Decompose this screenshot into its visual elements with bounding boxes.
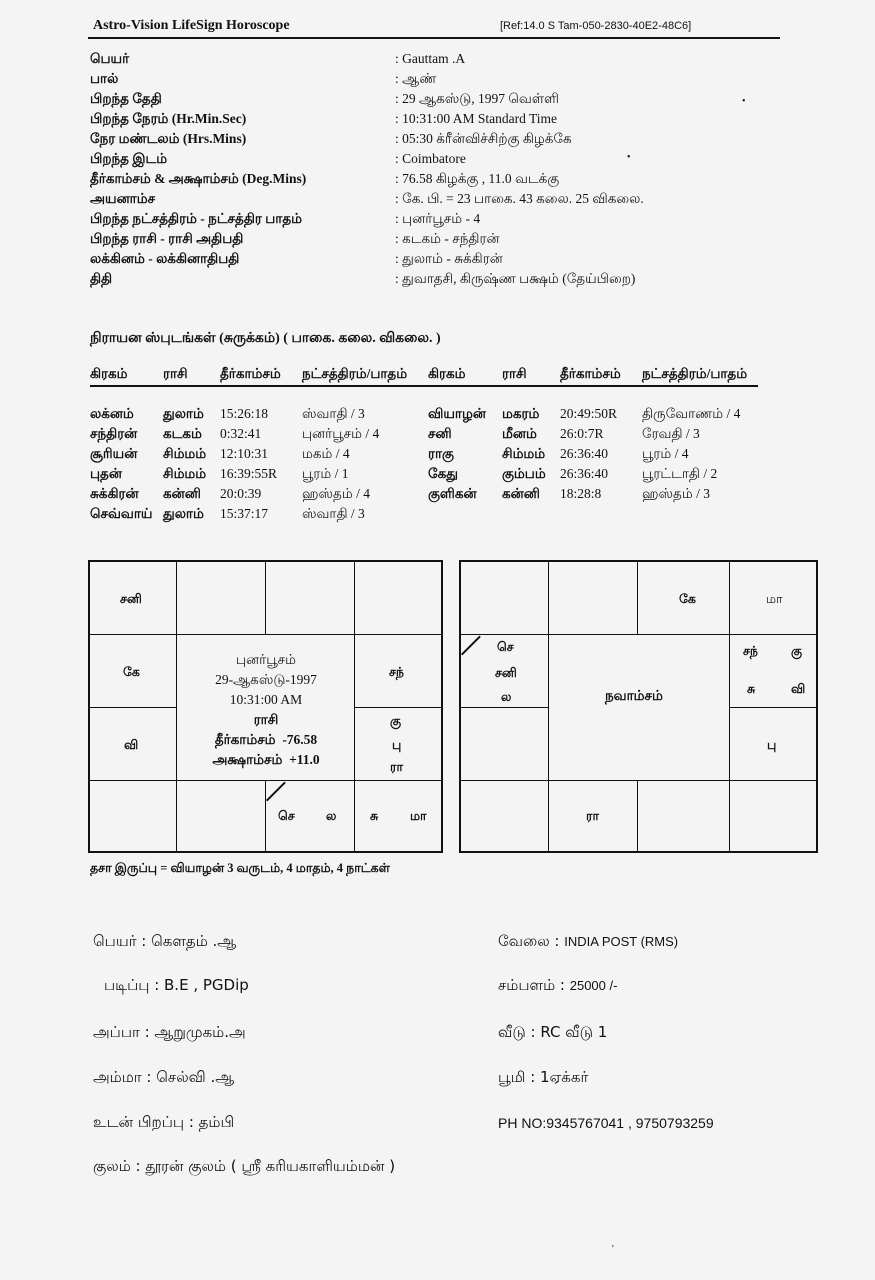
birth-date: 29-ஆகஸ்டு-1997 (215, 672, 317, 687)
table-cell: துலாம் (163, 506, 204, 521)
speck-mark: • (627, 152, 631, 163)
rasi-chart-center (178, 650, 354, 770)
grid-line (637, 780, 638, 851)
grid-line (265, 780, 266, 851)
table-cell: கேது (428, 466, 458, 481)
chart-planet: செ (278, 809, 295, 823)
grid-line (176, 562, 177, 851)
handwritten-father: அப்பா : ஆறுமுகம்.அ (93, 1023, 246, 1041)
chart-planet: கே (679, 592, 696, 606)
table-cell: பூரம் / 1 (302, 466, 349, 481)
dasha-balance: தசா இருப்பு = வியாழன் 3 வருடம், 4 மாதம், 4 நாட்கள் (90, 861, 390, 875)
table-cell: சனி (428, 426, 452, 441)
table-cell: சிம்மம் (163, 466, 207, 481)
birth-time: 10:31:00 AM (229, 692, 303, 707)
chart-planet: சனி (120, 592, 142, 606)
table-header: தீர்காம்சம் (560, 366, 621, 381)
table-cell: 26:0:7R (560, 426, 604, 441)
table-cell: 26:36:40 (560, 466, 609, 481)
chart-planet: சந் (389, 665, 404, 679)
header-divider (88, 37, 780, 39)
handwritten-name: பெயர் : கௌதம் .ஆ (93, 932, 237, 950)
handwritten-sibling: உடன் பிறப்பு : தம்பி (93, 1113, 235, 1131)
reference-code: [Ref:14.0 S Tam-050-2830-40E2-48C6] (500, 20, 692, 32)
table-cell: கும்பம் (502, 466, 546, 481)
grid-line (90, 707, 176, 708)
table-cell: 18:28:8 (560, 486, 602, 501)
table-cell: ஹஸ்தம் / 4 (302, 486, 370, 501)
chart-planet: வி (124, 738, 139, 752)
table-cell: புதன் (90, 466, 122, 481)
handwritten-salary: சம்பளம் : 25000 /- (498, 976, 618, 994)
chart-planet: பு (767, 738, 777, 752)
table-cell: கன்னி (163, 486, 201, 501)
grid-line (265, 562, 266, 634)
table-cell: பூரட்டாதி / 2 (642, 466, 718, 481)
planet-section-title: நிராயன ஸ்புடங்கள் (சுருக்கம்) ( பாகை. கலை. விகலை. ) (90, 331, 441, 346)
grid-line (461, 707, 548, 708)
chart-planet: கு (390, 714, 402, 728)
table-header: நட்சத்திரம்/பாதம் (642, 366, 748, 381)
table-header: ராசி (502, 366, 527, 381)
chart-planet: கே (123, 665, 140, 679)
chart-planet: சு (747, 682, 756, 696)
grid-line (461, 780, 816, 781)
chart-name: ராசி (253, 712, 279, 727)
grid-line (461, 634, 816, 635)
table-cell: குளிகன் (428, 486, 477, 501)
grid-line (637, 562, 638, 634)
table-cell: வியாழன் (428, 406, 486, 421)
table-header: நட்சத்திரம்/பாதம் (302, 366, 408, 381)
table-cell: பூரம் / 4 (642, 446, 689, 461)
table-header-rule (90, 385, 758, 387)
grid-line (90, 780, 441, 781)
table-cell: மீனம் (502, 426, 537, 441)
document-title: Astro-Vision LifeSign Horoscope (93, 18, 290, 33)
handwritten-kulam: குலம் : தூரன் குலம் ( ஸ்ரீ கரியகாளியம்மன் ) (93, 1157, 396, 1175)
chart-planet: சந் (743, 644, 758, 658)
handwritten-education: படிப்பு : B.E , PGDip (104, 976, 249, 994)
table-cell: 12:10:31 (220, 446, 269, 461)
table-cell: லக்னம் (90, 406, 134, 421)
table-cell: சூரியன் (90, 446, 138, 461)
chart-planet: மா (766, 592, 783, 606)
chart-planet: மா (410, 809, 427, 823)
table-cell: கடகம் (163, 426, 202, 441)
table-cell: கன்னி (502, 486, 540, 501)
chart-planet: ரா (390, 760, 403, 774)
grid-line (90, 634, 441, 635)
speck-mark: ' (612, 1244, 614, 1255)
table-cell: சுக்கிரன் (90, 486, 139, 501)
handwritten-house: வீடு : RC வீடு 1 (498, 1023, 608, 1041)
birth-star: புனர்பூசம் (236, 652, 296, 667)
lagna-marker (461, 636, 481, 656)
horoscope-page: Astro-Vision LifeSign Horoscope [Ref:14.0 S Tam-050-2830-40E2-48C6] பெயர் : Gauttam .A பால் : ஆண் பிறந்த தேதி : 29 ஆகஸ்டு, 1997 வெள்ளி பிறந்த நேரம் (Hr.Min.Sec) : 10:31:00 AM Standard Time நேர மண்டலம் (Hrs.Mins) : 05:30 க்ரீன்விச்சிற்கு கிழக்கே பிறந்த இடம் : Coimbatore தீர்காம்சம் & அக்ஷாம்சம் (Deg.Mins) : 76.58 கிழக்கு , 11.0 வடக்கு அயனாம்ச : கே. பி. = 23 பாகை. 43 கலை. 25 விகலை. பிறந்த நட்சத்திரம் - நட்சத்திர பாதம் : புனர்பூசம் - 4 பிறந்த ராசி - ராசி அதிபதி : கடகம் - சந்திரன் லக்கினம் - லக்கினாதிபதி : துலாம் - சுக்கிரன் திதி : துவாதசி, கிருஷ்ண பக்ஷம் (தேய்பிறை) • • நிராயன ஸ்புடங்கள் (சுருக்கம்) ( பாகை. கலை. விகலை. ) கிரகம் ராசி தீர்காம்சம் நட்சத்திரம்/பாதம் கிரகம் ராசி தீர்காம்சம் நட்சத்திரம்/பாதம் லக்னம் துலாம் 15:26:18 ஸ்வாதி / 3 சந்திரன் கடகம் 0:32:41 புனர்பூசம் / 4 சூரியன் சிம்மம் 12:10:31 மகம் / 4 புதன் சிம்மம் 16:39:55R பூரம் / 1 சுக்கிரன் கன்னி 20:0:39 ஹஸ்தம் / 4 செவ்வாய் துலாம் 15:37:17 ஸ்வாதி / 3 வியாழன் மகரம் 20:49:50R திருவோணம் / 4 சனி மீனம் 26:0:7R ரேவதி / 3 ராகு சிம்மம் 26:36:40 பூரம் / 4 கேது கும்பம் 26:36:40 பூரட்டாதி / 2 குளிகன் கன்னி 18:28:8 ஹஸ்தம் / 3 சனி கே வி சந் கு பு ரா செ ல சு மா புனர்பூசம் 29-ஆகஸ்டு-1997 10:31:00 AM ராசி தீர்காம்சம் -76.58 அக்ஷாம்சம் +11.0 கே மா செ சனி ல சந் கு சு வி பு ரா நவாம்சம் தசா இருப்பு = வியாழன் 3 வருடம், 4 மாதம், 4 நாட்கள் பெயர் : கௌதம் .ஆ படிப்பு : B.E , PGDip அப்பா : ஆறுமுகம்.அ அம்மா : செல்வி .ஆ உடன் பிறப்பு : தம்பி குலம் : தூரன் குலம் ( ஸ்ரீ கரியகாளியம்மன் ) வேலை : INDIA POST (RMS) சம்பளம் : 25000 /- வீடு : RC வீடு 1 பூமி : 1ஏக்கர் PH NO:9345767041 , 9750793259 ' (0, 0, 875, 1280)
speck-mark: • (742, 96, 746, 107)
table-header: கிரகம் (428, 366, 466, 381)
table-header: ராசி (163, 366, 188, 381)
table-cell: 20:0:39 (220, 486, 262, 501)
table-cell: 16:39:55R (220, 466, 278, 481)
table-cell: செவ்வாய் (90, 506, 153, 521)
handwritten-job: வேலை : INDIA POST (RMS) (498, 932, 679, 950)
grid-line (354, 707, 441, 708)
chart-planet: பு (392, 738, 402, 752)
table-cell: புனர்பூசம் / 4 (302, 426, 380, 441)
table-cell: ரேவதி / 3 (642, 426, 700, 441)
chart-planet: கு (791, 644, 803, 658)
table-cell: 0:32:41 (220, 426, 262, 441)
handwritten-mother: அம்மா : செல்வி .ஆ (93, 1068, 235, 1086)
table-cell: ஸ்வாதி / 3 (302, 506, 365, 521)
grid-line (729, 707, 816, 708)
grid-line (548, 562, 549, 851)
table-cell: 20:49:50R (560, 406, 618, 421)
handwritten-land: பூமி : 1ஏக்கர் (498, 1068, 589, 1086)
chart-planet: சனி (495, 666, 517, 680)
table-cell: 26:36:40 (560, 446, 609, 461)
table-header: தீர்காம்சம் (220, 366, 281, 381)
chart-planet: வி (791, 682, 806, 696)
chart-planet: ல (326, 809, 337, 823)
chart-planet: சு (370, 809, 379, 823)
table-cell: சிம்மம் (502, 446, 546, 461)
table-cell: ஸ்வாதி / 3 (302, 406, 365, 421)
table-cell: சிம்மம் (163, 446, 207, 461)
handwritten-phone: PH NO:9345767041 , 9750793259 (498, 1115, 714, 1131)
chart-planet: ல (501, 690, 512, 704)
table-cell: ராகு (428, 446, 454, 461)
table-cell: ஹஸ்தம் / 3 (642, 486, 710, 501)
table-cell: 15:37:17 (220, 506, 269, 521)
chart-planet: ரா (586, 809, 599, 823)
table-cell: திருவோணம் / 4 (642, 406, 741, 421)
table-cell: துலாம் (163, 406, 204, 421)
longitude: தீர்காம்சம் -76.58 (214, 732, 318, 747)
lagna-marker (266, 782, 286, 802)
chart-planet: செ (497, 640, 514, 654)
rasi-chart (88, 560, 443, 853)
table-cell: சந்திரன் (90, 426, 138, 441)
latitude: அக்ஷாம்சம் +11.0 (212, 752, 320, 767)
table-cell: 15:26:18 (220, 406, 269, 421)
chart-name: நவாம்சம் (605, 688, 663, 703)
navamsa-chart (459, 560, 818, 853)
table-cell: மகரம் (502, 406, 540, 421)
table-header: கிரகம் (90, 366, 128, 381)
table-cell: மகம் / 4 (302, 446, 350, 461)
